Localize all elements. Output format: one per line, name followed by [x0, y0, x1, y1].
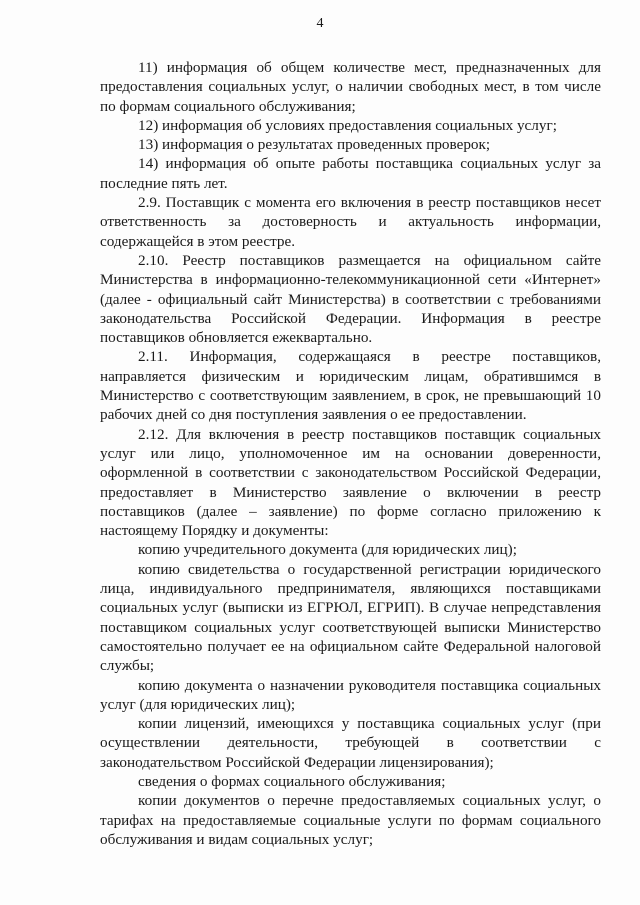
list-item-13: 13) информация о результатах проведенных проверок;: [138, 136, 491, 154]
list-item-12: 12) информация об условиях предоставления социальных услуг;: [138, 116, 557, 134]
document-requirement-item: копии документов о перечне предоставляемых социальных услуг, о тарифах на предоставляемые социальные услуги по формам социального обслуживания и видам социальных услуг;: [100, 792, 601, 848]
document-requirement-item: копию документа о назначении руководителя поставщика социальных услуг (для юридических лиц);: [100, 676, 601, 713]
document-requirement-item: копию учредительного документа (для юридических лиц);: [138, 541, 517, 559]
document-body: [100, 58, 601, 849]
clause-2-11: 2.11. Информация, содержащаяся в реестре поставщиков, направляется физическим и юридическим лицам, обратившимся в Министерство с соответствующим заявлением, в срок, не превышающий 10 рабочих дней со дня поступления заявления о ее предоставлении.: [100, 348, 601, 424]
list-item-11: 11) информация об общем количестве мест, предназначенных для предоставления социальных услуг, о наличии свободных мест, в том числе по формам социального обслуживания;: [100, 59, 601, 115]
clause-2-10: 2.10. Реестр поставщиков размещается на официальном сайте Министерства в информационно-телекоммуникационной сети «Интернет» (далее - официальный сайт Министерства) в соответствии с требованиями законодательства Российской Федерации. Информация в реестре поставщиков обновляется ежеквартально.: [100, 251, 601, 347]
document-requirement-item: сведения о формах социального обслуживания;: [138, 772, 446, 790]
document-requirement-item: копию свидетельства о государственной регистрации юридического лица, индивидуального предпринимателя, являющихся поставщиками социальных услуг (выписки из ЕГРЮЛ, ЕГРИП). В случае непредставления поставщиком социальных услуг соответствующей выписки Министерство самостоятельно получает ее на официальном сайте Федеральной налоговой службы;: [100, 560, 601, 675]
list-item-14: 14) информация об опыте работы поставщика социальных услуг за последние пять лет.: [100, 155, 601, 192]
clause-2-9: 2.9. Поставщик с момента его включения в реестр поставщиков несет ответственность за достоверность и актуальность информации, содержащейся в этом реестре.: [100, 194, 601, 250]
document-requirement-item: копии лицензий, имеющихся у поставщика социальных услуг (при осуществлении деятельности, требующей в соответствии с законодательством Российской Федерации лицензирования);: [100, 715, 601, 771]
page-number: 4: [316, 16, 324, 31]
clause-2-12: 2.12. Для включения в реестр поставщиков поставщик социальных услуг или лицо, уполномоченное им на основании доверенности, оформленной в соответствии с законодательством Российской Федерации, предоставляет в Министерство заявление о включении в реестр поставщиков (далее – заявление) по форме согласно приложению к настоящему Порядку и документы:: [100, 425, 601, 540]
